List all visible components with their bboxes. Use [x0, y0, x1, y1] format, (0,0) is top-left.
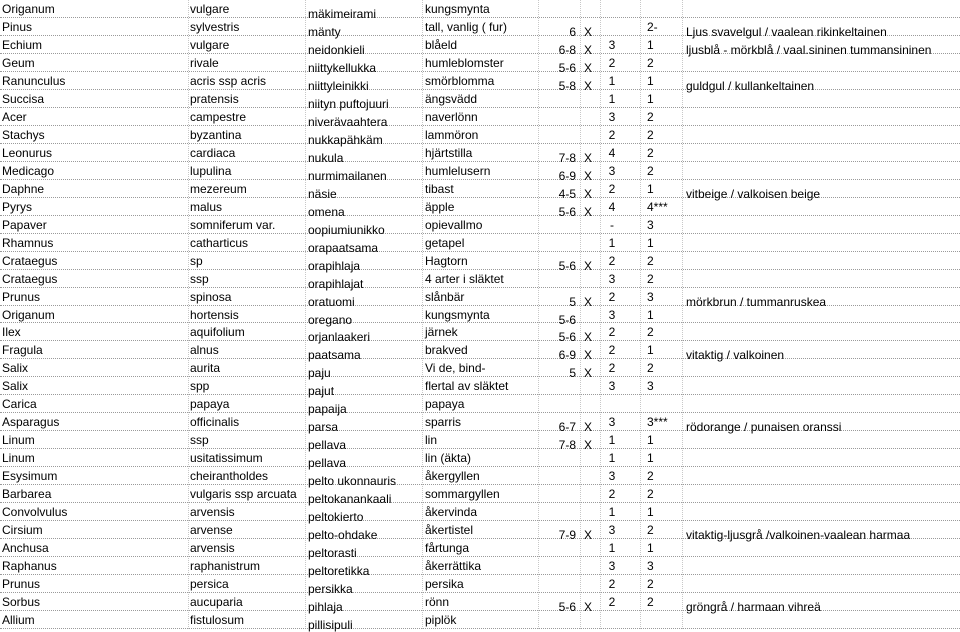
genus-cell[interactable]: Daphne [2, 181, 45, 196]
swedish-name-cell[interactable]: humleblomster [425, 55, 504, 70]
swedish-name-cell[interactable]: ängsvädd [425, 91, 478, 106]
value-b-cell[interactable]: 1 [647, 91, 654, 106]
species-cell[interactable]: rivale [190, 55, 219, 70]
table-row[interactable] [0, 377, 960, 399]
value-a-cell[interactable]: 3 [608, 415, 616, 430]
finnish-name-cell[interactable]: mänty [308, 24, 341, 39]
finnish-name-cell[interactable]: orjanlaakeri [308, 330, 371, 345]
zone-cell[interactable]: 6-9 [558, 348, 576, 363]
value-b-cell[interactable]: 2 [647, 469, 654, 484]
value-a-cell[interactable]: 1 [608, 433, 616, 448]
finnish-name-cell[interactable]: peltoretikka [308, 564, 370, 579]
species-cell[interactable]: hortensis [190, 307, 239, 322]
genus-cell[interactable]: Fragula [2, 343, 43, 358]
table-row[interactable] [0, 485, 960, 507]
mark-cell[interactable]: X [584, 366, 593, 381]
value-b-cell[interactable]: 2 [647, 271, 654, 286]
genus-cell[interactable]: Linum [2, 433, 35, 448]
species-cell[interactable]: arvensis [190, 541, 235, 556]
finnish-name-cell[interactable]: neidonkieli [308, 42, 365, 57]
mark-cell[interactable]: X [584, 42, 593, 57]
swedish-name-cell[interactable]: 4 arter i släktet [425, 271, 504, 286]
finnish-name-cell[interactable]: niittyleinikki [308, 78, 369, 93]
table-row[interactable] [0, 90, 960, 111]
zone-cell[interactable]: 7-9 [558, 528, 576, 543]
species-cell[interactable]: fistulosum [190, 613, 245, 628]
swedish-name-cell[interactable]: flertal av släktet [425, 379, 509, 394]
finnish-name-cell[interactable]: orapihlajat [308, 276, 364, 291]
color-note-cell[interactable]: vitaktig / valkoinen [686, 348, 785, 363]
value-a-cell[interactable]: 2 [608, 253, 616, 268]
mark-cell[interactable]: X [584, 420, 593, 435]
species-cell[interactable]: arvensis [190, 505, 235, 520]
genus-cell[interactable]: Salix [2, 361, 29, 376]
species-cell[interactable]: sylvestris [190, 19, 240, 34]
genus-cell[interactable]: Medicago [2, 163, 55, 178]
genus-cell[interactable]: Salix [2, 379, 29, 394]
table-row[interactable] [0, 413, 960, 435]
species-cell[interactable]: cheirantholdes [190, 469, 269, 484]
mark-cell[interactable]: X [584, 78, 593, 93]
swedish-name-cell[interactable]: järnek [425, 325, 458, 340]
genus-cell[interactable]: Convolvulus [2, 505, 68, 520]
value-b-cell[interactable]: 1 [647, 343, 654, 358]
finnish-name-cell[interactable]: pellava [308, 456, 347, 471]
genus-cell[interactable]: Origanum [2, 307, 55, 322]
swedish-name-cell[interactable]: humlelusern [425, 163, 491, 178]
species-cell[interactable]: aurita [190, 361, 221, 376]
finnish-name-cell[interactable]: pillisipuli [308, 618, 353, 632]
finnish-name-cell[interactable]: persikka [308, 582, 353, 597]
value-b-cell[interactable]: 1 [647, 73, 654, 88]
mark-cell[interactable]: X [584, 168, 593, 183]
genus-cell[interactable]: Origanum [2, 2, 55, 16]
value-b-cell[interactable]: 2- [647, 19, 658, 34]
value-a-cell[interactable]: 3 [608, 307, 616, 322]
value-a-cell[interactable]: 2 [608, 577, 616, 592]
species-cell[interactable]: ssp [190, 433, 209, 448]
finnish-name-cell[interactable]: oratuomi [308, 294, 355, 309]
genus-cell[interactable]: Geum [2, 55, 35, 70]
swedish-name-cell[interactable]: tall, vanlig ( fur) [425, 19, 508, 34]
genus-cell[interactable]: Rhamnus [2, 235, 54, 250]
color-note-cell[interactable]: mörkbrun / tummanruskea [686, 294, 827, 309]
value-b-cell[interactable]: 2 [647, 55, 654, 70]
species-cell[interactable]: vulgaris ssp arcuata [190, 487, 297, 502]
table-row[interactable] [0, 126, 960, 147]
finnish-name-cell[interactable]: orapihlaja [308, 258, 361, 273]
mark-cell[interactable]: X [584, 330, 593, 345]
species-cell[interactable]: alnus [190, 343, 219, 358]
value-a-cell[interactable]: 3 [608, 37, 616, 52]
mark-cell[interactable]: X [584, 294, 593, 309]
mark-cell[interactable]: X [584, 600, 593, 615]
finnish-name-cell[interactable]: oopiumiunikko [308, 222, 385, 237]
swedish-name-cell[interactable]: rönn [425, 595, 450, 610]
finnish-name-cell[interactable]: nukula [308, 150, 344, 165]
genus-cell[interactable]: Pinus [2, 19, 33, 34]
mark-cell[interactable]: X [584, 258, 593, 273]
value-b-cell[interactable]: 3 [647, 379, 654, 394]
genus-cell[interactable]: Stachys [2, 127, 45, 142]
finnish-name-cell[interactable]: pelto-ohdake [308, 528, 378, 543]
finnish-name-cell[interactable]: peltokanankaali [308, 492, 392, 507]
value-a-cell[interactable]: 2 [608, 595, 616, 610]
color-note-cell[interactable]: rödorange / punaisen oranssi [686, 420, 842, 435]
swedish-name-cell[interactable]: persika [425, 577, 464, 592]
mark-cell[interactable]: X [584, 60, 593, 75]
zone-cell[interactable]: 6 [569, 24, 576, 39]
table-row[interactable] [0, 611, 960, 632]
genus-cell[interactable]: Papaver [2, 217, 47, 232]
value-a-cell[interactable]: 1 [608, 91, 616, 106]
value-a-cell[interactable]: 2 [608, 325, 616, 340]
finnish-name-cell[interactable]: pajut [308, 384, 335, 399]
swedish-name-cell[interactable]: lin (äkta) [425, 451, 472, 466]
genus-cell[interactable]: Asparagus [2, 415, 60, 430]
value-a-cell[interactable]: 3 [608, 469, 616, 484]
value-a-cell[interactable]: 4 [608, 145, 616, 160]
swedish-name-cell[interactable]: piplök [425, 613, 457, 628]
species-cell[interactable]: papaya [190, 397, 230, 412]
value-b-cell[interactable]: 2 [647, 577, 654, 592]
table-row[interactable] [0, 359, 960, 381]
genus-cell[interactable]: Anchusa [2, 541, 49, 556]
value-b-cell[interactable]: 1 [647, 451, 654, 466]
species-cell[interactable]: byzantina [190, 127, 242, 142]
value-a-cell[interactable]: 2 [608, 181, 616, 196]
value-b-cell[interactable]: 2 [647, 109, 654, 124]
table-row[interactable] [0, 216, 960, 237]
value-b-cell[interactable]: 2 [647, 325, 654, 340]
table-row[interactable] [0, 341, 960, 363]
swedish-name-cell[interactable]: åkertistel [425, 523, 474, 538]
finnish-name-cell[interactable]: mäkimeirami [308, 7, 377, 21]
swedish-name-cell[interactable]: lammöron [425, 127, 479, 142]
finnish-name-cell[interactable]: pellava [308, 438, 347, 453]
table-row[interactable] [0, 503, 960, 525]
table-row[interactable] [0, 72, 960, 93]
swedish-name-cell[interactable]: naverlönn [425, 109, 478, 124]
table-row[interactable] [0, 270, 960, 291]
value-b-cell[interactable]: 2 [647, 487, 654, 502]
finnish-name-cell[interactable]: paatsama [308, 348, 361, 363]
value-a-cell[interactable]: 3 [608, 379, 616, 394]
value-a-cell[interactable]: 1 [608, 541, 616, 556]
mark-cell[interactable]: X [584, 438, 593, 453]
species-cell[interactable]: sp [190, 253, 203, 268]
finnish-name-cell[interactable]: pihlaja [308, 600, 343, 615]
mark-cell[interactable]: X [584, 204, 593, 219]
species-cell[interactable]: vulgare [190, 2, 230, 16]
genus-cell[interactable]: Echium [2, 37, 43, 52]
value-a-cell[interactable]: 3 [608, 163, 616, 178]
swedish-name-cell[interactable]: slånbär [425, 289, 465, 304]
zone-cell[interactable]: 7-8 [558, 150, 576, 165]
genus-cell[interactable]: Sorbus [2, 595, 41, 610]
value-a-cell[interactable]: 1 [608, 73, 616, 88]
table-row[interactable] [0, 162, 960, 183]
table-row[interactable] [0, 557, 960, 579]
species-cell[interactable]: mezereum [190, 181, 247, 196]
swedish-name-cell[interactable]: smörblomma [425, 73, 495, 88]
swedish-name-cell[interactable]: sommargyllen [425, 487, 500, 502]
genus-cell[interactable]: Barbarea [2, 487, 52, 502]
value-b-cell[interactable]: 2 [647, 145, 654, 160]
table-row[interactable] [0, 449, 960, 471]
value-b-cell[interactable]: 2 [647, 523, 654, 538]
table-row[interactable] [0, 395, 960, 417]
species-cell[interactable]: raphanistrum [190, 559, 261, 574]
value-b-cell[interactable]: 1 [647, 307, 654, 322]
value-a-cell[interactable]: 2 [608, 289, 616, 304]
swedish-name-cell[interactable]: opievallmo [425, 217, 483, 232]
value-b-cell[interactable]: 1 [647, 181, 654, 196]
mark-cell[interactable]: X [584, 150, 593, 165]
zone-cell[interactable]: 5-8 [558, 78, 576, 93]
genus-cell[interactable]: Prunus [2, 577, 41, 592]
swedish-name-cell[interactable]: kungsmynta [425, 2, 490, 16]
swedish-name-cell[interactable]: brakved [425, 343, 468, 358]
finnish-name-cell[interactable]: oregano [308, 312, 353, 327]
zone-cell[interactable]: 5 [569, 366, 576, 381]
finnish-name-cell[interactable]: näsie [308, 186, 337, 201]
value-a-cell[interactable]: 2 [608, 487, 616, 502]
genus-cell[interactable]: Pyrys [2, 199, 32, 214]
genus-cell[interactable]: Crataegus [2, 253, 58, 268]
swedish-name-cell[interactable]: Hagtorn [425, 253, 468, 268]
table-row[interactable] [0, 593, 960, 615]
value-b-cell[interactable]: 3 [647, 217, 654, 232]
color-note-cell[interactable]: guldgul / kullankeltainen [686, 78, 815, 93]
value-b-cell[interactable]: 2 [647, 127, 654, 142]
value-a-cell[interactable]: 2 [608, 127, 616, 142]
table-row[interactable] [0, 521, 960, 543]
finnish-name-cell[interactable]: parsa [308, 420, 339, 435]
finnish-name-cell[interactable]: orapaatsama [308, 240, 379, 255]
species-cell[interactable]: lupulina [190, 163, 232, 178]
genus-cell[interactable]: Prunus [2, 289, 41, 304]
zone-cell[interactable]: 6-8 [558, 42, 576, 57]
swedish-name-cell[interactable]: papaya [425, 397, 465, 412]
swedish-name-cell[interactable]: tibast [425, 181, 454, 196]
value-a-cell[interactable]: - [610, 217, 614, 232]
swedish-name-cell[interactable]: åkergyllen [425, 469, 480, 484]
value-a-cell[interactable]: 1 [608, 235, 616, 250]
table-row[interactable] [0, 36, 960, 57]
color-note-cell[interactable]: vitaktig-ljusgrå /valkoinen-vaalean harmaa [686, 528, 911, 543]
zone-cell[interactable]: 5-6 [558, 312, 576, 327]
swedish-name-cell[interactable]: hjärtstilla [425, 145, 473, 160]
table-row[interactable] [0, 539, 960, 561]
species-cell[interactable]: spinosa [190, 289, 232, 304]
zone-cell[interactable]: 6-9 [558, 168, 576, 183]
finnish-name-cell[interactable]: niityn puftojuuri [308, 96, 389, 111]
finnish-name-cell[interactable]: niittykellukka [308, 60, 377, 75]
genus-cell[interactable]: Succisa [2, 91, 45, 106]
swedish-name-cell[interactable]: blåeld [425, 37, 458, 52]
value-b-cell[interactable]: 1 [647, 541, 654, 556]
table-row[interactable] [0, 108, 960, 129]
table-row[interactable] [0, 323, 960, 345]
value-b-cell[interactable]: 3 [647, 289, 654, 304]
finnish-name-cell[interactable]: papaija [308, 402, 347, 417]
table-row[interactable] [0, 54, 960, 75]
finnish-name-cell[interactable]: peltokierto [308, 510, 364, 525]
species-cell[interactable]: officinalis [190, 415, 240, 430]
mark-cell[interactable]: X [584, 528, 593, 543]
color-note-cell[interactable]: Ljus svavelgul / vaalean rikinkeltainen [686, 24, 887, 39]
genus-cell[interactable]: Leonurus [2, 145, 53, 160]
value-b-cell[interactable]: 2 [647, 253, 654, 268]
zone-cell[interactable]: 5-6 [558, 600, 576, 615]
swedish-name-cell[interactable]: äpple [425, 199, 455, 214]
species-cell[interactable]: campestre [190, 109, 247, 124]
finnish-name-cell[interactable]: niverävaahtera [308, 114, 388, 129]
swedish-name-cell[interactable]: kungsmynta [425, 307, 490, 322]
finnish-name-cell[interactable]: pelto ukonnauris [308, 474, 397, 489]
swedish-name-cell[interactable]: åkervinda [425, 505, 478, 520]
color-note-cell[interactable]: ljusblå - mörkblå / vaal.sininen tummansininen [686, 42, 932, 57]
value-a-cell[interactable]: 3 [608, 559, 616, 574]
swedish-name-cell[interactable]: lin [425, 433, 438, 448]
species-cell[interactable]: cardiaca [190, 145, 236, 160]
table-row[interactable] [0, 144, 960, 165]
value-a-cell[interactable]: 2 [608, 361, 616, 376]
species-cell[interactable]: malus [190, 199, 223, 214]
table-row[interactable] [0, 467, 960, 489]
value-a-cell[interactable]: 3 [608, 109, 616, 124]
value-b-cell[interactable]: 2 [647, 163, 654, 178]
genus-cell[interactable]: Ilex [2, 325, 21, 340]
table-row[interactable] [0, 0, 960, 21]
table-row[interactable] [0, 252, 960, 273]
value-b-cell[interactable]: 2 [647, 361, 654, 376]
species-cell[interactable]: spp [190, 379, 210, 394]
table-row[interactable] [0, 288, 960, 309]
table-row[interactable] [0, 431, 960, 453]
value-b-cell[interactable]: 1 [647, 505, 654, 520]
swedish-name-cell[interactable]: sparris [425, 415, 462, 430]
mark-cell[interactable]: X [584, 186, 593, 201]
table-row[interactable] [0, 575, 960, 597]
value-a-cell[interactable]: 4 [608, 199, 616, 214]
species-cell[interactable]: arvense [190, 523, 233, 538]
value-a-cell[interactable]: 3 [608, 271, 616, 286]
species-cell[interactable]: usitatissimum [190, 451, 263, 466]
mark-cell[interactable]: X [584, 24, 593, 39]
table-row[interactable] [0, 234, 960, 255]
value-b-cell[interactable]: 1 [647, 37, 654, 52]
value-b-cell[interactable]: 1 [647, 433, 654, 448]
zone-cell[interactable]: 5-6 [558, 330, 576, 345]
genus-cell[interactable]: Carica [2, 397, 37, 412]
value-a-cell[interactable]: 1 [608, 451, 616, 466]
table-row[interactable] [0, 180, 960, 201]
species-cell[interactable]: somniferum var. [190, 217, 276, 232]
genus-cell[interactable]: Esysimum [2, 469, 58, 484]
genus-cell[interactable]: Ranunculus [2, 73, 66, 88]
swedish-name-cell[interactable]: åkerrättika [425, 559, 482, 574]
species-cell[interactable]: acris ssp acris [190, 73, 267, 88]
zone-cell[interactable]: 5 [569, 294, 576, 309]
genus-cell[interactable]: Linum [2, 451, 35, 466]
value-b-cell[interactable]: 1 [647, 235, 654, 250]
zone-cell[interactable]: 5-6 [558, 258, 576, 273]
species-cell[interactable]: vulgare [190, 37, 230, 52]
species-cell[interactable]: catharticus [190, 235, 249, 250]
zone-cell[interactable]: 4-5 [558, 186, 576, 201]
finnish-name-cell[interactable]: peltorasti [308, 546, 357, 561]
genus-cell[interactable]: Allium [2, 613, 35, 628]
value-a-cell[interactable]: 2 [608, 343, 616, 358]
species-cell[interactable]: ssp [190, 271, 209, 286]
color-note-cell[interactable]: gröngrå / harmaan vihreä [686, 600, 821, 615]
table-row[interactable] [0, 306, 960, 327]
species-cell[interactable]: aquifolium [190, 325, 245, 340]
value-a-cell[interactable]: 2 [608, 55, 616, 70]
color-note-cell[interactable]: vitbeige / valkoisen beige [686, 186, 821, 201]
value-a-cell[interactable]: 3 [608, 523, 616, 538]
finnish-name-cell[interactable]: omena [308, 204, 345, 219]
swedish-name-cell[interactable]: fårtunga [425, 541, 470, 556]
species-cell[interactable]: pratensis [190, 91, 239, 106]
swedish-name-cell[interactable]: Vi de, bind- [425, 361, 486, 376]
genus-cell[interactable]: Cirsium [2, 523, 43, 538]
value-b-cell[interactable]: 2 [647, 595, 654, 610]
genus-cell[interactable]: Raphanus [2, 559, 57, 574]
genus-cell[interactable]: Crataegus [2, 271, 58, 286]
finnish-name-cell[interactable]: paju [308, 366, 331, 381]
finnish-name-cell[interactable]: nukkapähkäm [308, 132, 383, 147]
finnish-name-cell[interactable]: nurmimailanen [308, 168, 387, 183]
zone-cell[interactable]: 6-7 [558, 420, 576, 435]
value-b-cell[interactable]: 3 [647, 559, 654, 574]
table-row[interactable] [0, 198, 960, 219]
zone-cell[interactable]: 5-6 [558, 204, 576, 219]
value-b-cell[interactable]: 4*** [647, 199, 668, 214]
mark-cell[interactable]: X [584, 348, 593, 363]
zone-cell[interactable]: 5-6 [558, 60, 576, 75]
genus-cell[interactable]: Acer [2, 109, 27, 124]
zone-cell[interactable]: 7-8 [558, 438, 576, 453]
swedish-name-cell[interactable]: getapel [425, 235, 465, 250]
species-cell[interactable]: aucuparia [190, 595, 243, 610]
value-a-cell[interactable]: 1 [608, 505, 616, 520]
species-cell[interactable]: persica [190, 577, 229, 592]
table-row[interactable] [0, 18, 960, 39]
value-b-cell[interactable]: 3*** [647, 415, 668, 430]
